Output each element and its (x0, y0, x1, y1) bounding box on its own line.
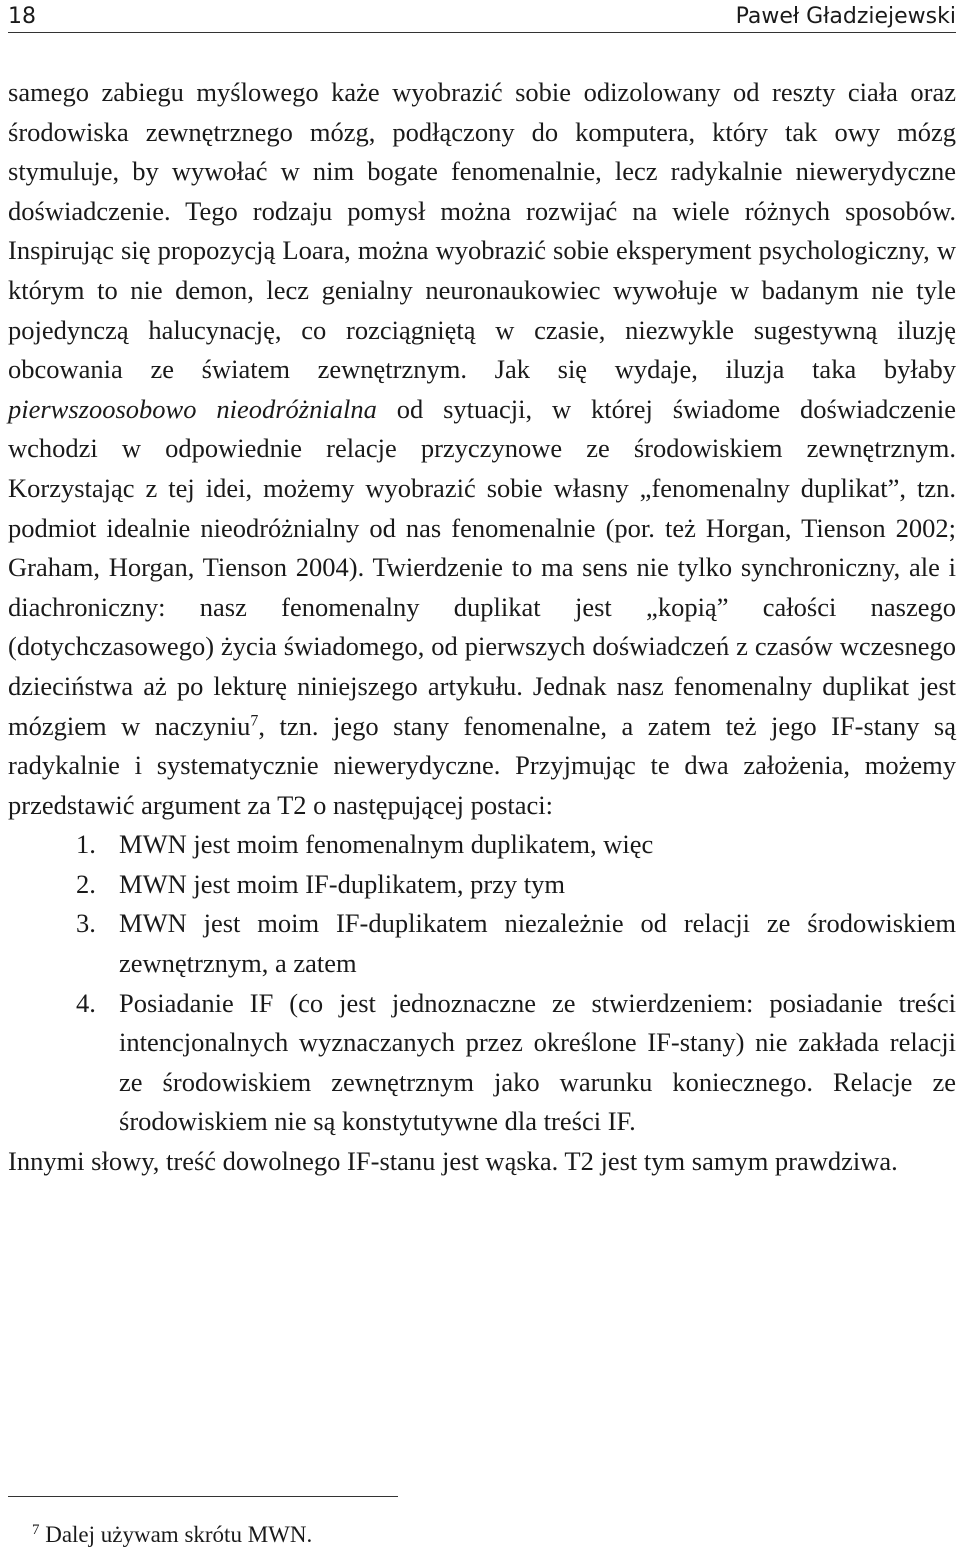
paragraph-text: samego zabiegu myślowego każe wyobrazić sobie odizolowany od reszty ciała oraz środowiska zewnętrznego mózg, podłączony do komputera, który tak owy mózg stymuluje, by wywołać w nim bogate fenomenalnie, lecz radykalnie niewerydyczne doświadczenie. Tego rodzaju pomysł można rozwijać na wiele różnych sposobów. Inspirując się propozycją Loara, można wyobrazić sobie eksperyment psychologiczny, w którym to nie demon, lecz genialny neuronaukowiec wywołuje w badanym nie tyle pojedynczą halucynację, co rozciągniętą w czasie, niezwykle sugestywną iluzję obcowania ze światem zewnętrznym. Jak się wydaje, iluzja taka byłaby (8, 77, 956, 385)
argument-step (8, 865, 956, 905)
step-number: 4. (76, 987, 96, 1018)
running-head (8, 2, 956, 33)
step-number: 3. (76, 908, 96, 939)
main-text (8, 73, 956, 1182)
footnote-number: 7 (32, 1521, 40, 1538)
argument-list (8, 825, 956, 1142)
footnote-text: Dalej używam skrótu MWN. (45, 1522, 313, 1547)
step-number: 2. (76, 868, 96, 899)
conclusion-paragraph: Innymi słowy, treść dowolnego IF-stanu jest wąska. T2 jest tym samym prawdziwa. (8, 1146, 898, 1177)
running-head-author: Paweł Gładziejewski (735, 4, 956, 29)
step-text: MWN jest moim fenomenalnym duplikatem, więc (119, 829, 654, 860)
footnote (32, 1520, 312, 1550)
page-number: 18 (8, 4, 36, 29)
argument-step (8, 825, 956, 865)
paragraph-text: od sytuacji, w której świadome doświadczenie wchodzi w odpowiednie relacje przyczynowe ze środowiskiem zewnętrznym. Korzystając z tej idei, możemy wyobrazić sobie własny „fenomenalny duplikat”, tzn. podmiot idealnie nieodróżnialny od nas fenomenalnie (por. też Horgan, Tienson 2002; Graham, Horgan, Tienson 2004). Twierdzenie to ma sens nie tylko synchroniczny, ale i diachroniczny: nasz fenomenalny duplikat jest „kopią” całości naszego (dotychczasowego) życia świadomego, od pierwszych doświadczeń z czasów wczesnego dzieciństwa aż po lekturę niniejszego artykułu. Jednak nasz fenomenalny duplikat jest mózgiem w naczyniu (8, 393, 956, 741)
page (8, 0, 956, 1551)
argument-step (8, 984, 956, 1142)
paragraph-text: , tzn. jego stany fenomenalne, a zatem też jego IF-stany są radykalnie i systematycznie niewerydyczne. Przyjmując te dwa założenia, możemy przedstawić argument za T2 o następującej postaci: (8, 710, 956, 820)
footnote-divider (8, 1496, 398, 1497)
step-text: MWN jest moim IF-duplikatem, przy tym (119, 868, 566, 899)
step-text: MWN jest moim IF-duplikatem niezależnie od relacji ze środowiskiem zewnętrznym, a zatem (119, 908, 956, 979)
step-text: Posiadanie IF (co jest jednoznaczne ze stwierdzeniem: posiadanie treści intencjonalnych wyznaczanych przez określone IF-stany) nie zakłada relacji ze środowiskiem zewnętrznym jako warunku koniecznego. Relacje ze środowiskiem nie są konstytutywne dla treści IF. (119, 987, 956, 1137)
paragraph (8, 73, 956, 825)
footnote-reference[interactable]: 7 (250, 711, 259, 729)
emphasis-text: pierwszoosobowo nieodróżnialna (8, 393, 377, 424)
step-number: 1. (76, 829, 96, 860)
argument-step (8, 904, 956, 983)
